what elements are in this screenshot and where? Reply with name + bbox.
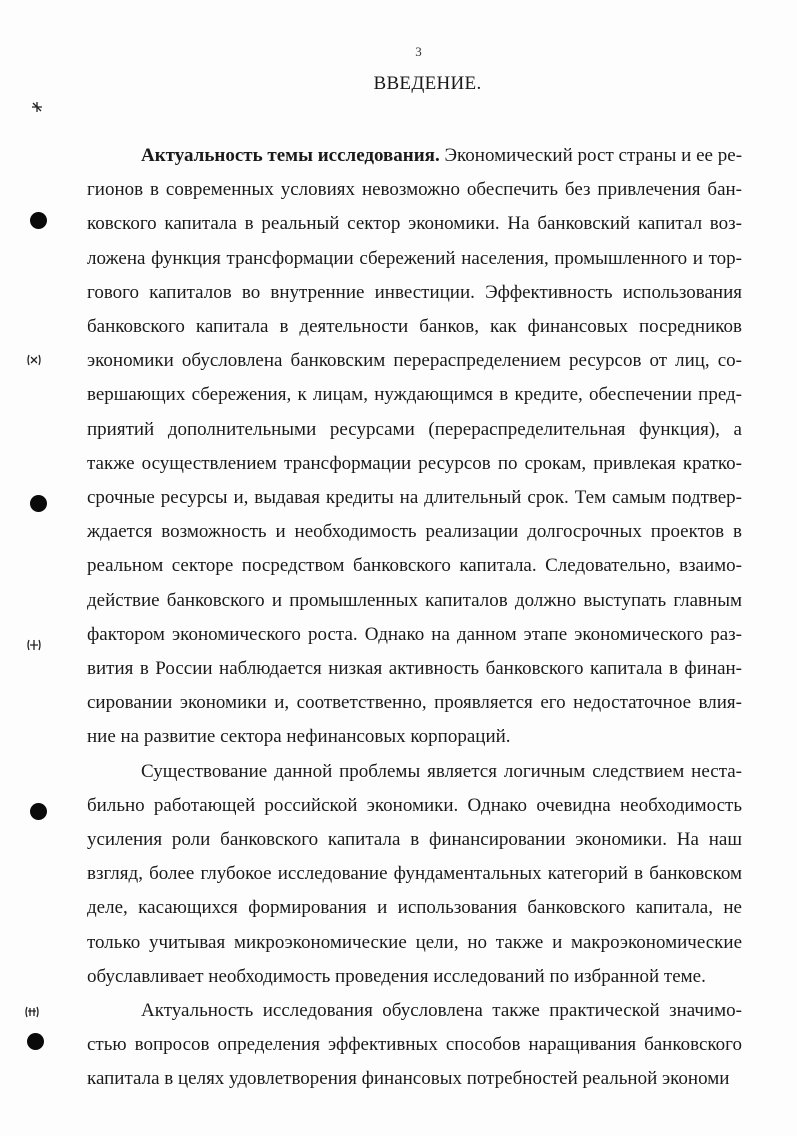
punch-hole (30, 495, 47, 512)
paragraph-2 (87, 755, 742, 994)
body-text (87, 139, 742, 1097)
paragraph-text: Существование данной проблемы является логичным следствием нестабильно работающей российской экономики. Однако очевидна необходимость усиления роли банковского капитала в финансировании экономики. На наш взгляд, более глубокое исследование фундаментальных категорий в банковском деле, касающихся формирования и использования банковского капитала, не только учитывая микроэкономические цели, но также и макроэкономические обуславливает необходимость проведения исследований по избранной теме. (87, 760, 742, 987)
page-title: ВВЕДЕНИЕ. (373, 73, 482, 94)
paragraph-text: Экономический рост страны и ее регионов в современных условиях невозможно обеспечить без привлечения банковского капитала в реальный сектор экономики. На банковский капитал возложена функция трансформации сбережений населения, промышленного и торгового капиталов во внутренние инвестиции. Эффективность использования банковского капитала в деятельности банков, как финансовых посредников экономики обусловлена банковским перераспределением ресурсов от лиц, совершающих сбережения, к лицам, нуждающимся в кредите, обеспечении предприятий дополнительными ресурсами (перераспределительная функция), а также осуществлением трансформации ресурсов по срокам, привлекая краткосрочные ресурсы и, выдавая кредиты на длительный срок. Тем самым подтверждается возможность и необходимость реализации долгосрочных проектов в реальном секторе посредством банковского капитала. Следовательно, взаимодействие банковского и промышленных капиталов должно выступать главным фактором экономического роста. Однако на данном этапе экономического развития в России наблюдается низкая активность банковского капитала в финансировании экономики и, соответственно, проявляется его недостаточное влияние на развитие сектора нефинансовых корпораций. (87, 145, 743, 748)
paragraph-3 (87, 994, 742, 1097)
paragraph-lead: Актуальность темы исследования. (141, 145, 440, 166)
paragraph-text: Актуальность исследования обусловлена также практической значимостью вопросов определения эффективных способов наращивания банковского капитала в целях удовлетворения финансовых потребностей реальной экономи (87, 1000, 742, 1090)
punch-hole (30, 212, 47, 229)
paragraph-1 (87, 139, 742, 755)
scan-mark-icon (26, 352, 40, 366)
page-number: 3 (415, 44, 422, 59)
punch-hole (27, 1033, 44, 1050)
scan-mark-icon (30, 100, 44, 114)
punch-hole (30, 803, 47, 820)
scan-mark-icon (24, 1004, 38, 1018)
scan-mark-icon (26, 637, 40, 651)
